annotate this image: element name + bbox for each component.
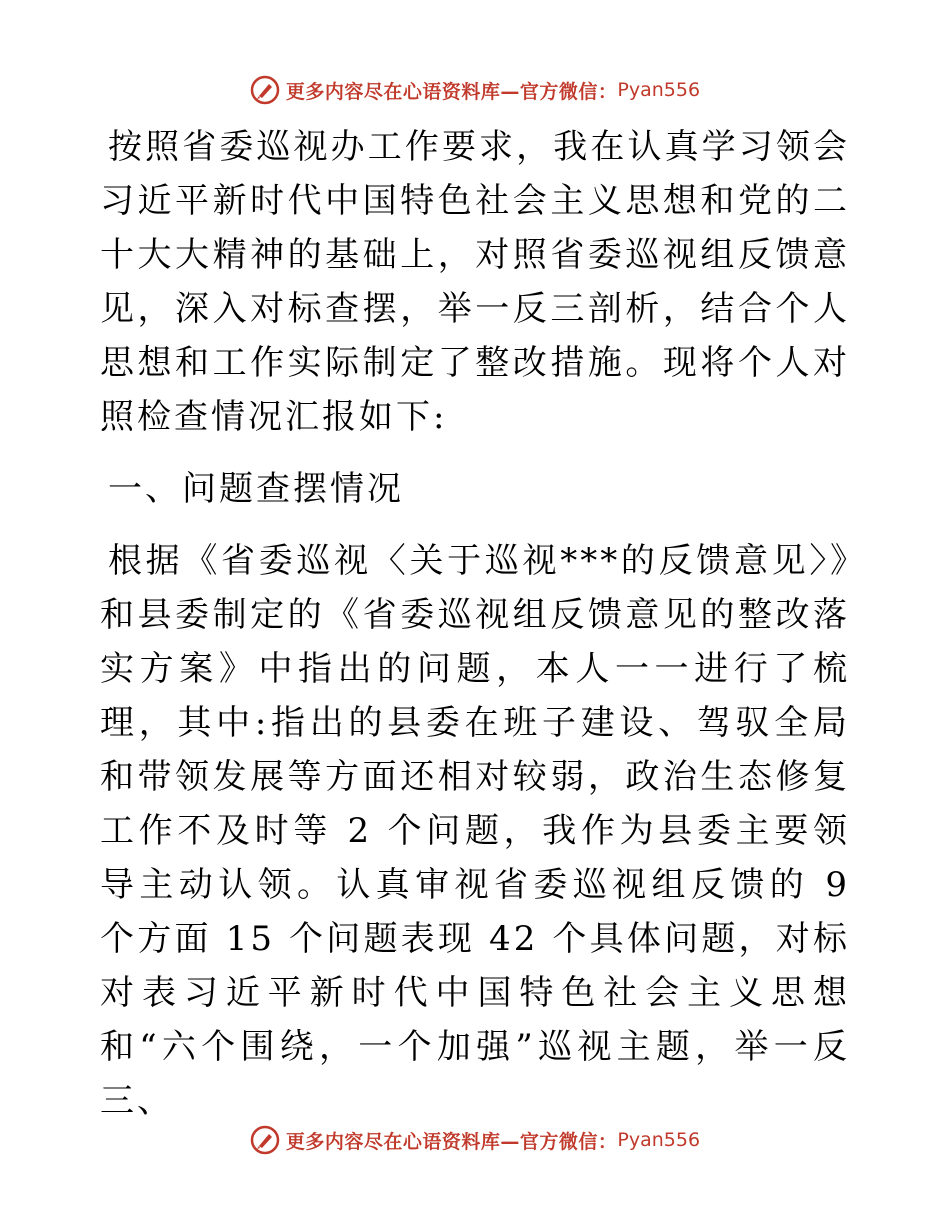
- banner-wechat-id: Pyan556: [617, 79, 701, 101]
- fountain-pen-logo-icon: [250, 1125, 280, 1155]
- body-paragraph: 根据《省委巡视〈关于巡视***的反馈意见〉》和县委制定的《省委巡视组反馈意见的整改落实方案》中指出的问题，本人一一进行了梳理，其中:指出的县委在班子建设、驾驭全局和带领发展等方面还相对较弱，政治生态修复工作不及时等 2 个问题，我作为县委主要领导主动认领。认真审视省委巡视组反馈的 9 个方面 15 个问题表现 42 个具体问题，对标对表习近平新时代中国特色社会主义思想和“六个围绕，一个加强”巡视主题，举一反三、: [100, 541, 850, 1121]
- document-body: [100, 120, 850, 1128]
- banner-text: 更多内容尽在心语资料库—官方微信：: [285, 80, 618, 103]
- section-heading: 一、问题查摆情况: [108, 469, 404, 509]
- footer-watermark-banner: [0, 1120, 950, 1160]
- banner-text: 更多内容尽在心语资料库—官方微信：: [285, 1130, 618, 1153]
- fountain-pen-logo-icon: [250, 75, 280, 105]
- intro-paragraph: 按照省委巡视办工作要求，我在认真学习领会习近平新时代中国特色社会主义思想和党的二十大大精神的基础上，对照省委巡视组反馈意见，深入对标查摆，举一反三剖析，结合个人思想和工作实际制定了整改措施。现将个人对照检查情况汇报如下:: [100, 127, 850, 437]
- banner-wechat-id: Pyan556: [617, 1129, 701, 1151]
- header-watermark-banner: [0, 70, 950, 110]
